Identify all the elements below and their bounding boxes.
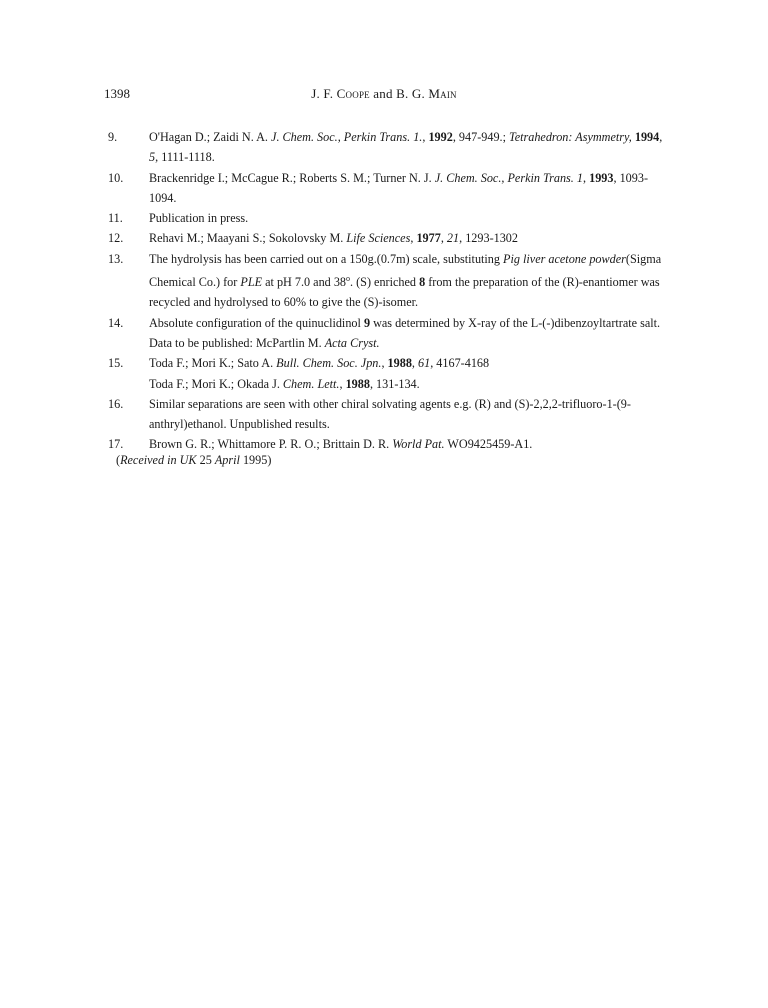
reference-item xyxy=(104,353,664,394)
reference-italic-text: Life Sciences xyxy=(346,231,411,246)
reference-number: 15. xyxy=(108,356,124,371)
reference-text xyxy=(149,171,648,205)
reference-text-segment: , 131-134. xyxy=(369,376,420,391)
reference-item xyxy=(104,434,664,454)
received-date-note xyxy=(116,453,271,468)
reference-text xyxy=(149,231,518,245)
reference-text-segment: , xyxy=(381,356,388,371)
reference-number: 11. xyxy=(108,211,123,226)
reference-bold-text: 9 xyxy=(363,315,371,330)
reference-text-segment: from the preparation of the (R)-enantiomer was recycled and hydrolysed to 60% to give the (S)-isomer. xyxy=(149,275,660,310)
reference-bold-text: 1977 xyxy=(416,231,441,246)
reference-text xyxy=(149,356,489,390)
reference-text-segment: Brown G. R.; Whittamore P. R. O.; Brittain D. R. xyxy=(149,437,393,452)
reference-bold-text: 8 xyxy=(419,275,426,290)
page-number: 1398 xyxy=(104,86,130,101)
reference-text-segment: , xyxy=(659,130,663,144)
reference-text-segment: , 1093-1094. xyxy=(149,170,648,205)
reference-text-segment: The hydrolysis has been carried out on a 150g.(0.7m) scale, substituting xyxy=(149,251,504,266)
reference-text-segment: , 4167-4168 xyxy=(430,356,490,371)
reference-text xyxy=(149,316,660,350)
reference-text-segment: , xyxy=(440,231,447,246)
reference-italic-text: J. Chem. Soc., Perkin Trans. 1. xyxy=(271,130,423,144)
reference-text-segment: , xyxy=(410,231,417,246)
reference-number: 16. xyxy=(108,396,124,411)
reference-number: 10. xyxy=(108,170,124,185)
reference-bold-text: 1988 xyxy=(345,376,370,391)
reference-text xyxy=(149,397,631,431)
received-month: April xyxy=(214,453,240,467)
reference-bold-text: 1994 xyxy=(634,130,660,144)
reference-italic-text: 5 xyxy=(149,150,156,165)
reference-list xyxy=(104,127,664,455)
reference-number: 9. xyxy=(108,130,118,144)
author-conjunction: and xyxy=(369,86,397,101)
author-2-surname: Main xyxy=(428,86,457,101)
reference-text xyxy=(149,252,661,310)
received-year: 1995) xyxy=(239,453,272,467)
reference-text-segment: was determined by X-ray of the L-(-)dibenzoyltartrate salt. Data to be published: McPartlin M. xyxy=(149,315,661,350)
reference-number: 12. xyxy=(108,231,124,246)
reference-text-segment: Absolute configuration of the quinuclidinol xyxy=(149,315,364,330)
reference-item xyxy=(104,249,664,313)
reference-text-segment: , xyxy=(339,376,346,391)
reference-text-segment: (Sigma Chemical Co.) for xyxy=(149,251,662,290)
reference-item xyxy=(104,168,664,209)
reference-italic-text: 21 xyxy=(446,231,460,246)
running-head-authors xyxy=(104,86,664,102)
received-label: Received in UK xyxy=(120,453,197,467)
reference-italic-text: Tetrahedron: Asymmetry, xyxy=(509,130,632,144)
reference-italic-text: Pig liver acetone powder xyxy=(503,251,626,266)
reference-text-segment: . (S) enriched xyxy=(350,275,420,290)
reference-italic-text: Bull. Chem. Soc. Jpn. xyxy=(276,356,382,371)
reference-italic-text: World Pat. xyxy=(392,437,445,452)
reference-text-segment: Toda F.; Mori K.; Okada J. xyxy=(149,376,283,391)
reference-number: 13. xyxy=(108,251,124,266)
reference-text-segment: , xyxy=(411,356,419,371)
reference-italic-text: PLE xyxy=(240,275,263,290)
reference-text-segment: WO9425459-A1. xyxy=(444,437,533,452)
reference-text-segment: , xyxy=(422,130,429,144)
reference-text-segment: , 947-949.; xyxy=(452,130,510,144)
received-day: 25 xyxy=(196,453,215,467)
reference-bold-text: 1988 xyxy=(387,356,412,371)
author-1-initials: J. F. xyxy=(311,86,337,101)
reference-italic-text: Chem. Lett. xyxy=(282,376,340,391)
reference-text-segment: Rehavi M.; Maayani S.; Sokolovsky M. xyxy=(149,231,347,246)
reference-text-segment: Publication in press. xyxy=(149,211,249,226)
reference-text xyxy=(149,130,662,164)
reference-italic-text: J. Chem. Soc., Perkin Trans. 1 xyxy=(434,170,583,185)
reference-item xyxy=(104,208,664,228)
reference-item xyxy=(104,313,664,354)
reference-text-segment: Brackenridge I.; McCague R.; Roberts S. M.; Turner N. J. xyxy=(149,170,435,185)
reference-text-segment: at pH 7.0 and 38 xyxy=(262,275,347,290)
reference-text xyxy=(149,437,532,451)
reference-bold-text: 1992 xyxy=(428,130,453,144)
reference-text-segment: O'Hagan D.; Zaidi N. A. xyxy=(149,130,272,144)
reference-number: 14. xyxy=(108,315,124,330)
reference-number: 17. xyxy=(108,437,124,452)
reference-text-segment: Similar separations are seen with other chiral solvating agents e.g. (R) and (S)-2,2,2-trifluoro-1-(9-anthryl)ethanol. Unpublished results. xyxy=(149,396,631,432)
reference-item xyxy=(104,127,664,168)
reference-superscript: o xyxy=(346,274,351,284)
reference-item xyxy=(104,394,664,435)
reference-italic-text: 61 xyxy=(418,356,431,371)
reference-text-segment: , xyxy=(583,170,590,185)
reference-italic-text: Acta Cryst. xyxy=(324,335,380,350)
reference-bold-text: 1993 xyxy=(589,170,614,185)
reference-text-segment: , 1293-1302 xyxy=(459,231,518,246)
received-open-paren: ( xyxy=(116,453,121,467)
reference-text-segment: Toda F.; Mori K.; Sato A. xyxy=(149,356,277,371)
author-1-surname: Coope xyxy=(336,86,370,101)
page-header xyxy=(104,86,664,106)
reference-text-segment: , 1111-1118. xyxy=(155,150,215,165)
author-2-initials: B. G. xyxy=(396,86,429,101)
reference-text xyxy=(149,211,248,225)
reference-item xyxy=(104,228,664,248)
